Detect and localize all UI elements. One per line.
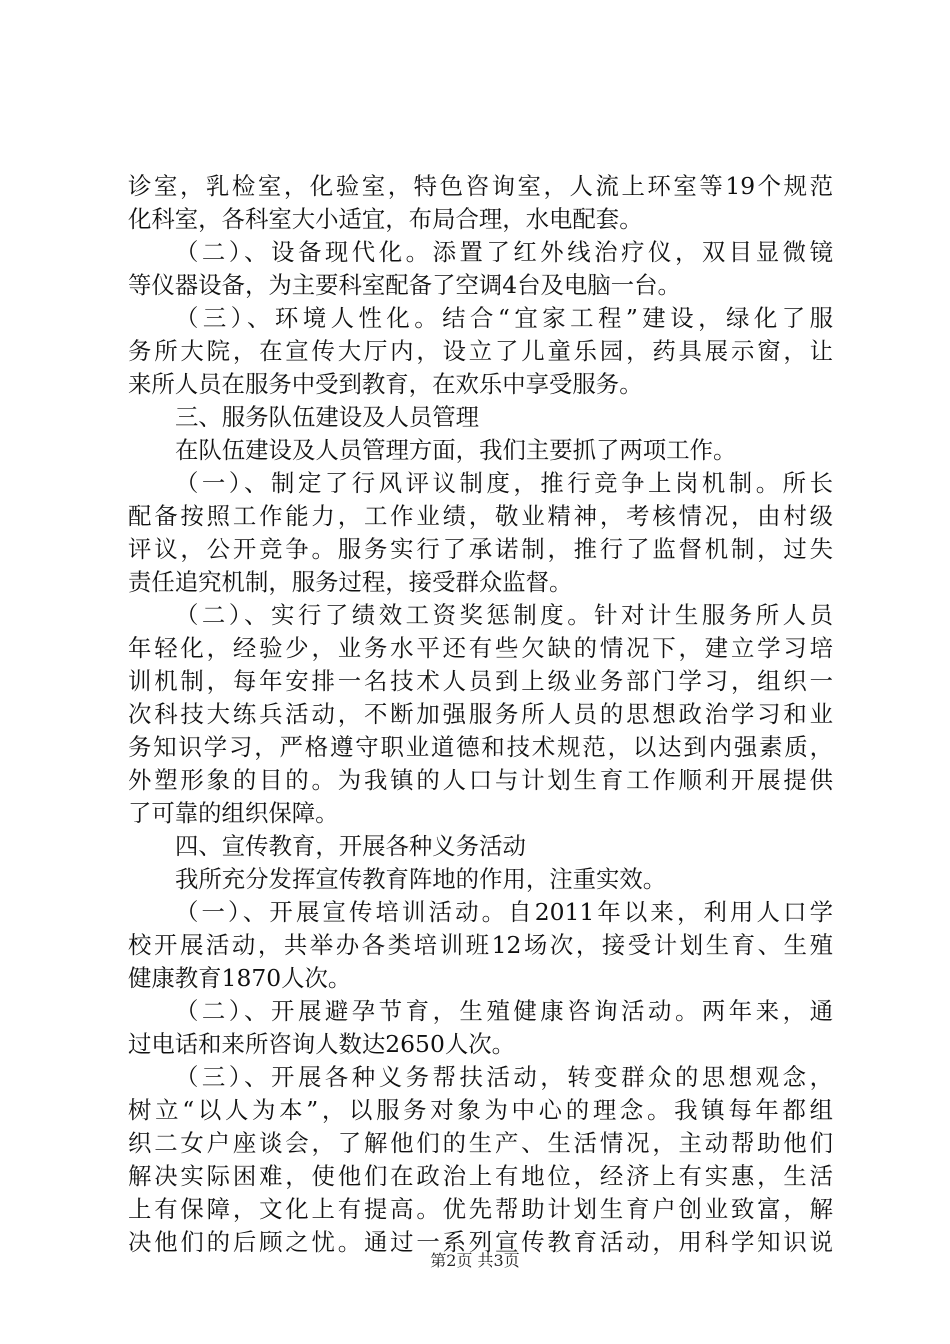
text-line: 次科技大练兵活动，不断加强服务所人员的思想政治学习和业 bbox=[128, 700, 833, 728]
text-line: 外塑形象的目的。为我镇的人口与计划生育工作顺利开展提供 bbox=[128, 766, 833, 794]
text-line: 等仪器设备，为主要科室配备了空调4台及电脑一台。 bbox=[128, 271, 681, 299]
text-line: 树立“以人为本”，以服务对象为中心的理念。我镇每年都组 bbox=[128, 1096, 833, 1124]
text-line: 评议，公开竞争。服务实行了承诺制，推行了监督机制，过失 bbox=[128, 535, 833, 563]
text-line: 来所人员在服务中受到教育，在欢乐中享受服务。 bbox=[128, 370, 643, 398]
text-line: 化科室，各科室大小适宜，布局合理，水电配套。 bbox=[128, 205, 643, 233]
text-line: （三）、环境人性化。结合“宜家工程”建设，绿化了服 bbox=[175, 304, 833, 332]
text-line: 四、宣传教育，开展各种义务活动 bbox=[175, 832, 526, 860]
text-line: （一）、开展宣传培训活动。自2011年以来，利用人口学 bbox=[175, 898, 833, 926]
text-line: 在队伍建设及人员管理方面，我们主要抓了两项工作。 bbox=[175, 436, 737, 464]
text-line: （三）、开展各种义务帮扶活动，转变群众的思想观念， bbox=[175, 1063, 833, 1091]
text-line: 了可靠的组织保障。 bbox=[128, 799, 339, 827]
text-line: 校开展活动，共举办各类培训班12场次，接受计划生育、生殖 bbox=[128, 931, 833, 959]
text-line: 务知识学习，严格遵守职业道德和技术规范，以达到内强素质， bbox=[128, 733, 833, 761]
text-line: （一）、制定了行风评议制度，推行竞争上岗机制。所长 bbox=[175, 469, 833, 497]
text-line: 过电话和来所咨询人数达2650人次。 bbox=[128, 1030, 515, 1058]
text-line: （二）、设备现代化。添置了红外线治疗仪，双目显微镜 bbox=[175, 238, 833, 266]
text-line: 责任追究机制，服务过程，接受群众监督。 bbox=[128, 568, 573, 596]
text-line: 解决实际困难，使他们在政治上有地位，经济上有实惠，生活 bbox=[128, 1162, 833, 1190]
text-line: 决他们的后顾之忧。通过一系列宣传教育活动，用科学知识说 bbox=[128, 1228, 833, 1256]
text-line: 织二女户座谈会，了解他们的生产、生活情况，主动帮助他们 bbox=[128, 1129, 833, 1157]
text-line: 上有保障，文化上有提高。优先帮助计划生育户创业致富，解 bbox=[128, 1195, 833, 1223]
text-line: 年轻化，经验少，业务水平还有些欠缺的情况下，建立学习培 bbox=[128, 634, 833, 662]
text-line: 健康教育1870人次。 bbox=[128, 964, 352, 992]
page-footer: 第2页 共3页 bbox=[430, 1251, 520, 1270]
text-line: 训机制，每年安排一名技术人员到上级业务部门学习，组织一 bbox=[128, 667, 833, 695]
text-line: 我所充分发挥宣传教育阵地的作用，注重实效。 bbox=[175, 865, 667, 893]
text-line: （二）、开展避孕节育，生殖健康咨询活动。两年来，通 bbox=[175, 997, 833, 1025]
text-line: 三、服务队伍建设及人员管理 bbox=[175, 403, 480, 431]
text-line: （二）、实行了绩效工资奖惩制度。针对计生服务所人员 bbox=[175, 601, 833, 629]
text-line: 配备按照工作能力，工作业绩，敬业精神，考核情况，由村级 bbox=[128, 502, 833, 530]
text-line: 务所大院，在宣传大厅内，设立了儿童乐园，药具展示窗，让 bbox=[128, 337, 833, 365]
text-line: 诊室，乳检室，化验室，特色咨询室，人流上环室等19个规范 bbox=[128, 172, 833, 200]
document-body bbox=[128, 170, 833, 1259]
